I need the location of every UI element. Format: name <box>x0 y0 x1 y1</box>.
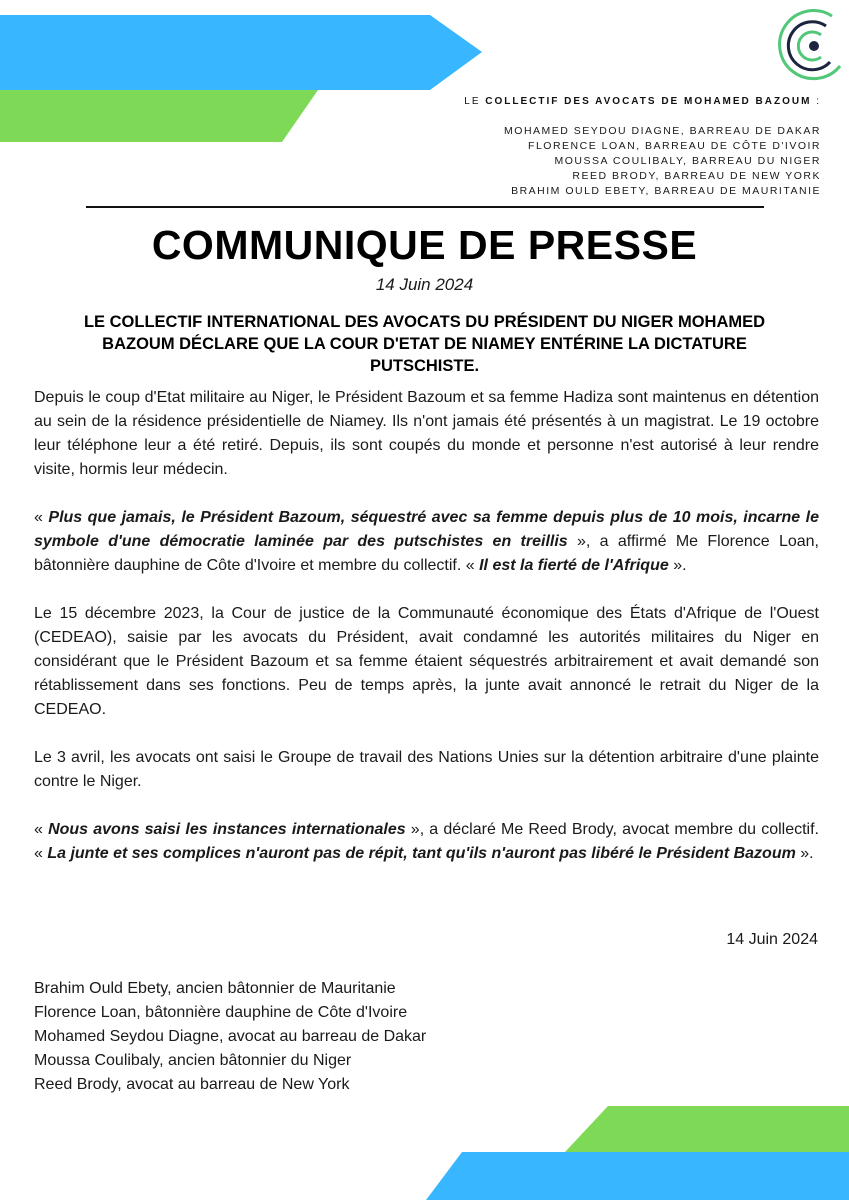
page-title: COMMUNIQUE DE PRESSE <box>151 222 698 268</box>
header-green-banner <box>0 90 318 142</box>
signature-item: Brahim Ould Ebety, ancien bâtonnier de Mauritanie <box>34 980 396 997</box>
lawyer-item: BRAHIM OULD EBETY, BARREAU DE MAURITANIE <box>511 185 821 197</box>
loan-quote-2: Il est la fierté de l'Afrique <box>479 557 669 574</box>
brody-quote: Nous avons saisi les instances internationales <box>48 821 406 838</box>
quote-open: « <box>34 821 49 838</box>
quote-close: ». <box>795 845 814 862</box>
headline-line: LE COLLECTIF INTERNATIONAL DES AVOCATS DU PRÉSIDENT DU NIGER MOHAMED <box>83 313 766 331</box>
signatures-list <box>34 977 426 1097</box>
footer-green-banner <box>565 1106 849 1152</box>
lawyer-item: FLORENCE LOAN, BARREAU DE CÔTE D'IVOIR <box>528 140 821 152</box>
loan-quote: Plus que jamais, le Président Bazoum, séquestré avec sa femme depuis plus de 10 mois, incarne le symbole d'une démocratie laminée par des putschistes en treillis <box>34 509 820 550</box>
quote-open: « <box>34 509 49 526</box>
header-blue-banner <box>0 15 482 90</box>
paragraph-detention: Depuis le coup d'Etat militaire au Niger, le Président Bazoum et sa femme Hadiza sont maintenus en détention au sein de la résidence présidentielle de Niamey. Ils n'ont jamais été présentés à un magistrat. Le 19 octobre leur téléphone leur a été retiré. Depuis, ils sont coupés du monde et personne n'est autorisé à leur rendre visite, hormis leur médecin. <box>34 389 819 478</box>
press-release-headline <box>60 311 789 377</box>
lawyers-list <box>504 124 821 199</box>
collectif-heading <box>464 96 821 107</box>
quote-attribution: », a déclaré Me Reed Brody, avocat membre du collectif. « <box>34 821 819 862</box>
header-divider <box>86 206 764 208</box>
lawyer-item: MOHAMED SEYDOU DIAGNE, BARREAU DE DAKAR <box>504 125 821 137</box>
signature-item: Florence Loan, bâtonnière dauphine de Côte d'Ivoire <box>34 1004 408 1021</box>
quote-close: ». <box>668 557 687 574</box>
press-release-date: 14 Juin 2024 <box>375 275 474 294</box>
footer-blue-banner <box>426 1152 849 1200</box>
lawyer-item: MOUSSA COULIBALY, BARREAU DU NIGER <box>554 155 821 167</box>
signature-item: Mohamed Seydou Diagne, avocat au barreau de Dakar <box>34 1028 427 1045</box>
collectif-logo-icon <box>772 6 848 86</box>
collectif-name: COLLECTIF DES AVOCATS DE MOHAMED BAZOUM <box>485 96 812 107</box>
lawyer-item: REED BRODY, BARREAU DE NEW YORK <box>572 170 821 182</box>
paragraph-brody-quote <box>34 818 819 866</box>
headline-line: BAZOUM DÉCLARE QUE LA COUR D'ETAT DE NIAMEY ENTÉRINE LA DICTATURE PUTSCHISTE. <box>102 335 747 375</box>
paragraph-cedeao: Le 15 décembre 2023, la Cour de justice de la Communauté économique des États d'Afrique de l'Ouest (CEDEAO), saisie par les avocats du Président, avait condamné les autorités militaires du Niger en considérant que le Président Bazoum et sa femme étaient séquestrés arbitrairement et avait demandé son rétablissement dans ses fonctions. Peu de temps après, la junte avait annoncé le retrait du Niger de la CEDEAO. <box>34 605 819 718</box>
quote-attribution: », a affirmé Me Florence Loan, bâtonnière dauphine de Côte d'Ivoire et membre du collectif. « <box>34 533 820 574</box>
paragraph-un: Le 3 avril, les avocats ont saisi le Groupe de travail des Nations Unies sur la détention arbitraire d'une plainte contre le Niger. <box>34 749 819 790</box>
collectif-prefix: LE <box>464 96 486 107</box>
press-release-body <box>34 386 819 866</box>
closing-date: 14 Juin 2024 <box>726 931 818 948</box>
signature-item: Reed Brody, avocat au barreau de New York <box>34 1076 350 1093</box>
brody-quote-2: La junte et ses complices n'auront pas de répit, tant qu'ils n'auront pas libéré le Président Bazoum <box>47 845 796 862</box>
collectif-suffix: : <box>811 96 821 107</box>
paragraph-loan-quote <box>34 506 819 578</box>
signature-item: Moussa Coulibaly, ancien bâtonnier du Niger <box>34 1052 352 1069</box>
